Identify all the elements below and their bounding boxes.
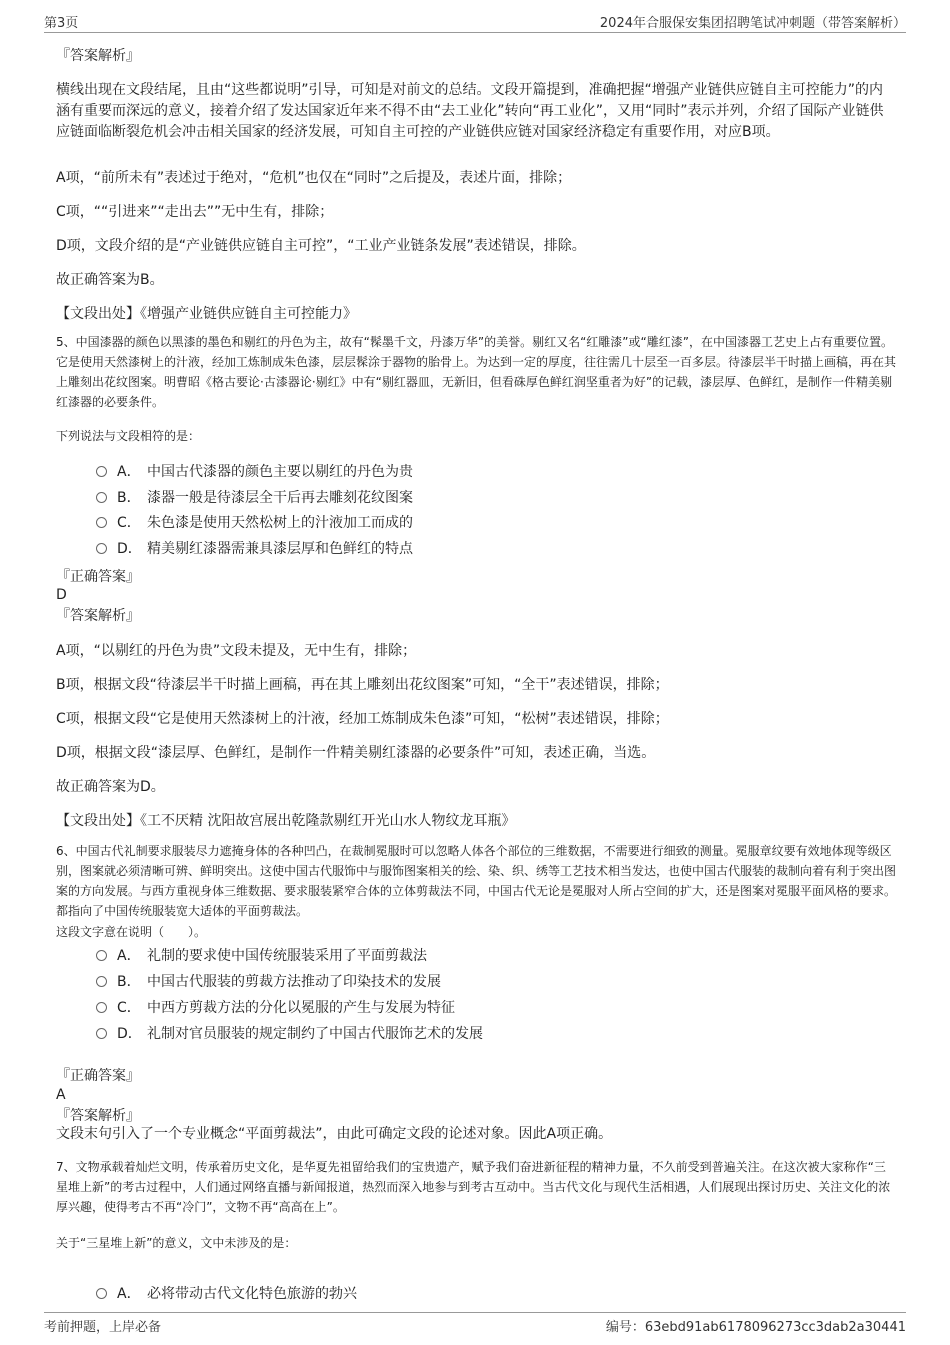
q6-option-d[interactable]: D． 礼制对官员服装的规定制约了中国古代服饰艺术的发展: [96, 1024, 483, 1044]
q5-option-d-analysis: D项，根据文段“漆层厚、色鲜红，是制作一件精美剔红漆器的必要条件”可知，表述正确，当选。: [56, 745, 656, 761]
q5-option-b-analysis: B项，根据文段“待漆层半干时描上画稿，再在其上雕刻出花纹图案”可知，“全干”表述错误，排除；: [56, 677, 669, 693]
q4-conclusion: 故正确答案为B。: [56, 272, 164, 288]
q7-question: 关于“三星堆上新”的意义，文中未涉及的是：: [56, 1236, 297, 1250]
q5-option-a[interactable]: A． 中国古代漆器的颜色主要以剔红的丹色为贵: [96, 462, 413, 482]
q6-option-a[interactable]: A． 礼制的要求使中国传统服装采用了平面剪裁法: [96, 946, 427, 966]
page-footer: [44, 1312, 906, 1336]
q4-option-c-analysis: C项，““引进来”“走出去””无中生有，排除；: [56, 204, 334, 220]
q5-question: 下列说法与文段相符的是：: [56, 429, 201, 443]
q6-answer-label: 『正确答案』: [56, 1068, 140, 1084]
q4-source: 【文段出处】《增强产业链供应链自主可控能力》: [56, 306, 357, 322]
q4-analysis-label: 『答案解析』: [56, 48, 140, 64]
document-title: 2024年合服保安集团招聘笔试冲刺题（带答案解析）: [599, 16, 906, 31]
q5-option-c-analysis: C项，根据文段“它是使用天然漆树上的汁液，经加工炼制成朱色漆”可知，“松树”表述错误，排除；: [56, 711, 669, 727]
radio-icon[interactable]: [96, 1028, 107, 1039]
radio-icon[interactable]: [96, 1002, 107, 1013]
page-header: [44, 12, 906, 33]
radio-icon[interactable]: [96, 466, 107, 477]
footer-slogan: 考前押题，上岸必备: [44, 1320, 162, 1335]
q5-source: 【文段出处】《工不厌精 沈阳故宫展出乾隆款剔红开光山水人物纹龙耳瓶》: [56, 813, 516, 829]
q5-option-a-analysis: A项，“以剔红的丹色为贵”文段未提及，无中生有，排除；: [56, 643, 417, 659]
page-number: 第3页: [44, 16, 79, 31]
radio-icon[interactable]: [96, 950, 107, 961]
radio-icon[interactable]: [96, 492, 107, 503]
q4-option-d-analysis: D项，文段介绍的是“产业链供应链自主可控”，“工业产业链条发展”表述错误，排除。: [56, 238, 586, 254]
q6-analysis: 文段末句引入了一个专业概念“平面剪裁法”，由此可确定文段的论述对象。因此A项正确。: [56, 1126, 613, 1142]
q6-analysis-label: 『答案解析』: [56, 1108, 140, 1124]
radio-icon[interactable]: [96, 543, 107, 554]
q4-analysis: 横线出现在文段结尾，且由“这些都说明”引导，可知是对前文的总结。文段开篇提到，准确把握“增强产业链供应链自主可控能力”的内涵有重要而深远的意义，接着介绍了发达国家近年来不得不由“去工业化”转向“再工业化”，又用“同时”表示并列，介绍了国际产业链供应链面临断裂危机会冲击相关国家的经济发展，可知自主可控的产业链供应链对国家经济稳定有重要作用，对应B项。: [56, 82, 884, 140]
radio-icon[interactable]: [96, 517, 107, 528]
radio-icon[interactable]: [96, 976, 107, 987]
q7-option-a[interactable]: A． 必将带动古代文化特色旅游的勃兴: [96, 1284, 357, 1304]
q6-option-b[interactable]: B． 中国古代服装的剪裁方法推动了印染技术的发展: [96, 972, 441, 992]
q5-option-c[interactable]: C． 朱色漆是使用天然松树上的汁液加工而成的: [96, 513, 413, 533]
q4-option-a-analysis: A项，“前所未有”表述过于绝对，“危机”也仅在“同时”之后提及，表述片面，排除；: [56, 170, 572, 186]
q5-answer-label: 『正确答案』: [56, 569, 140, 585]
q5-option-b[interactable]: B． 漆器一般是待漆层全干后再去雕刻花纹图案: [96, 488, 413, 508]
document-id: 编号：63ebd91ab6178096273cc3dab2a30441: [605, 1320, 906, 1335]
q5-conclusion: 故正确答案为D。: [56, 779, 165, 795]
q6-answer: A: [56, 1087, 66, 1103]
radio-icon[interactable]: [96, 1288, 107, 1299]
q5-passage: 5、中国漆器的颜色以黑漆的墨色和剔红的丹色为主，故有“髹墨千文，丹漆万华”的美誉。剔红又名“红雕漆”或“雕红漆”，在中国漆器工艺史上占有重要位置。它是使用天然漆树上的汁液，经加工炼制成朱色漆，层层髹涂于器物的胎骨上。为达到一定的厚度，往往需几十层至一百多层。待漆层半干时描上画稿，再在其上雕刻出花纹图案。明曹昭《格古要论·古漆器论·剔红》中有“剔红器皿，无新旧，但看硃厚色鲜红润坚重者为好”的记载，漆层厚、色鲜红，是制作一件精美剔红漆器的必要条件。: [56, 335, 897, 409]
q7-passage: 7、文物承载着灿烂文明，传承着历史文化，是华夏先祖留给我们的宝贵遗产，赋予我们奋进新征程的精神力量，不久前受到普遍关注。在这次被大家称作“三星堆上新”的考古过程中，人们通过网络直播与新闻报道，热烈而深入地参与到考古互动中。当古代文化与现代生活相遇，人们展现出探讨历史、关注文化的浓厚兴趣，使得考古不再“冷门”，文物不再“高高在上”。: [56, 1160, 891, 1214]
q6-option-c[interactable]: C． 中西方剪裁方法的分化以冕服的产生与发展为特征: [96, 998, 455, 1018]
q5-answer: D: [56, 587, 67, 603]
q6-passage: 6、中国古代礼制要求服装尽力遮掩身体的各种凹凸，在裁制冕服时可以忽略人体各个部位的三维数据，不需要进行细致的测量。冕服章纹要有效地体现等级区别，图案就必须清晰可辨、鲜明突出。这使中国古代服饰中与服饰图案相关的绘、染、织、绣等工艺技术相当发达，也使中国古代服装的裁制向着有利于突出图案的方向发展。与西方重视身体三维数据、要求服装紧窄合体的立体剪裁法不同，中国古代无论是冕服对人所占空间的扩大，还是图案对冕服平面风格的要求。都指向了中国传统服装宽大适体的平面剪裁法。: [56, 844, 897, 918]
q6-question: 这段文字意在说明（ ）。: [56, 925, 207, 939]
q5-option-d[interactable]: D． 精美剔红漆器需兼具漆层厚和色鲜红的特点: [96, 539, 413, 559]
q5-analysis-label: 『答案解析』: [56, 608, 140, 624]
